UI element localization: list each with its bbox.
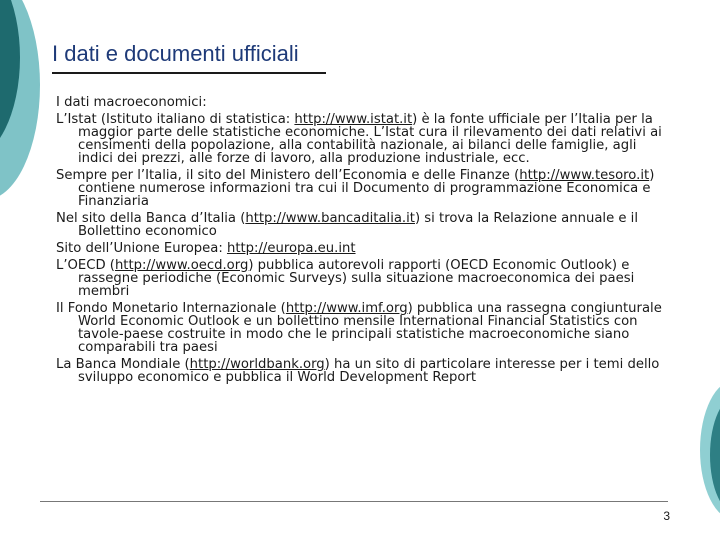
istat-link[interactable]: http://www.istat.it [294,112,413,127]
list-item [56,242,666,255]
item-text: ) si trova la Relazione annuale e il Bollettino economico [78,211,639,239]
item-text: ) è la fonte ufficiale per l’Italia per la maggior parte delle statistiche economiche. L’Istat cura il rilevamento dei dati relativi ai censimenti della popolazione, alla contabilità nazionale, ai bilanci delle famiglie, agli indici dei prezzi, alle forze di lavoro, alla produzione industriale, ecc. [78,112,662,166]
item-text: L’OECD ( [56,258,115,273]
list-item [56,302,666,354]
item-text: L’Istat (Istituto italiano di statistica: [56,112,295,127]
slide-body [56,96,666,388]
item-text: Il Fondo Monetario Internazionale ( [56,301,286,316]
item-text: ) ha un sito di particolare interesse per i temi dello sviluppo economico e pubblica il World Development Report [78,357,660,385]
item-text: La Banca Mondiale ( [56,357,190,372]
item-text: Sito dell’Unione Europea: [56,241,227,256]
bancaditalia-link[interactable]: http://www.bancaditalia.it [245,211,415,226]
item-text: Nel sito della Banca d’Italia ( [56,211,246,226]
list-item [56,358,666,384]
tesoro-link[interactable]: http://www.tesoro.it [519,168,650,183]
title-underline [52,72,326,74]
oecd-link[interactable]: http://www.oecd.org [114,258,249,273]
list-item [56,113,666,165]
item-text: Sempre per l’Italia, il sito del Ministero dell’Economia e delle Finanze ( [56,168,520,183]
item-text: ) contiene numerose informazioni tra cui il Documento di programmazione Economica e Finanziaria [78,168,655,209]
item-text: ) pubblica autorevoli rapporti (OECD Economic Outlook) e rassegne periodiche (Economic Surveys) sulla situazione macroeconomica dei paesi membri [78,258,635,299]
item-text: ) pubblica una rassegna congiunturale World Economic Outlook e un bollettino mensile International Financial Statistics con tavole-paese costruite in modo che le principali statistiche macroeconomiche siano comparabili tra paesi [78,301,662,355]
slide-title: I dati e documenti ufficiali [52,41,299,66]
imf-link[interactable]: http://www.imf.org [285,301,408,316]
list-item [56,259,666,298]
list-item [56,169,666,208]
footer-divider [40,501,668,502]
list-item [56,212,666,238]
worldbank-link[interactable]: http://worldbank.org [189,357,325,372]
europa-link[interactable]: http://europa.eu.int [226,241,356,256]
page-number: 3 [663,509,670,523]
intro-text: I dati macroeconomici: [56,95,207,110]
